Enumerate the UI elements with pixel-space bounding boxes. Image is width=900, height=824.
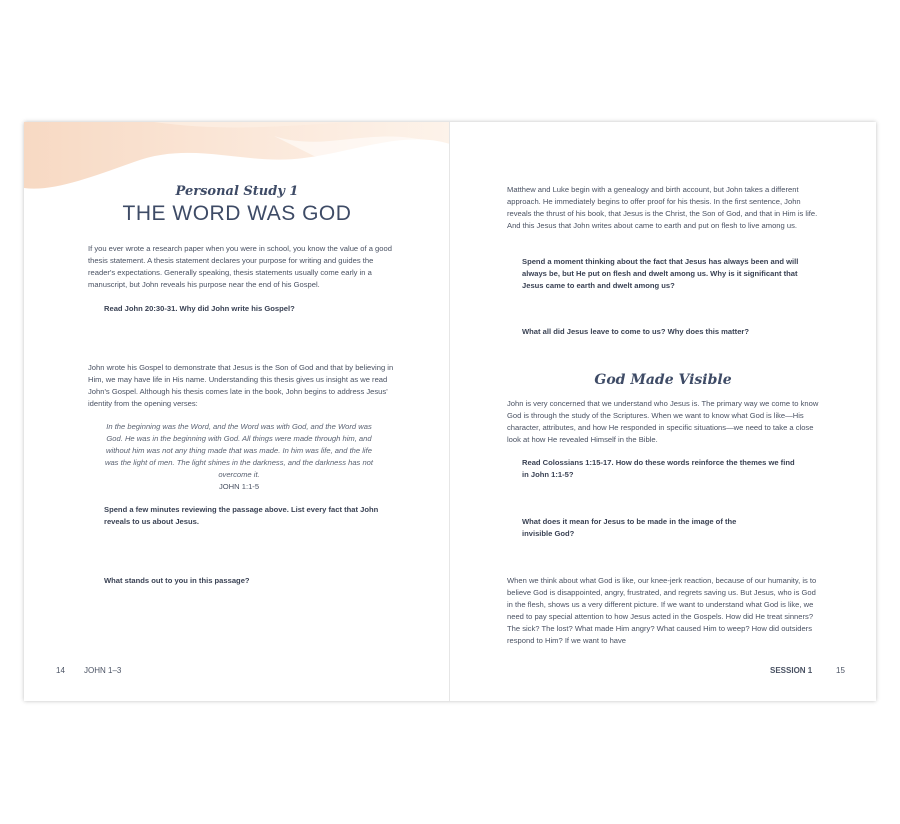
intro-paragraph: Matthew and Luke begin with a genealogy and birth account, but John takes a different approach. He immediately begins to offer proof for his thesis. In the first sentence, John reveals the thrust of his book, that Jesus is the Christ, the Son of God, and that in Him is life. And this Jesus that John writes about came to earth and put on flesh to live among us.	[507, 185, 818, 230]
study-subtitle: Personal Study 1	[175, 184, 299, 199]
running-footer: SESSION 1	[770, 666, 813, 675]
question-leave-to-come: What all did Jesus leave to come to us? Why does this matter?	[522, 327, 750, 336]
closing-paragraph: When we think about what God is like, our knee-jerk reaction, because of our humanity, is to believe God is disappointed, angry, frustrated, and regrets saving us. But Jesus, who is God in the flesh, shows us a very different picture. If we want to understand what God is like, we need to pay special attention to how Jesus acted in the Gospels. How did He treat sinners? The sick? The lost? What made Him angry? What caused Him to weep? How did outsiders respond to Him? If we want to have	[507, 576, 817, 645]
question-dwelt-among-us: Spend a moment thinking about the fact that Jesus has always been and will always be, but He put on flesh and dwelt among us. Why is it significant that Jesus came to earth and dwelt among us?	[522, 257, 799, 290]
body-paragraph: John wrote his Gospel to demonstrate that Jesus is the Son of God and that by believing in Him, we may have life in His name. Understanding this thesis gives us insight as we read John's Gospel. Although his thesis comes late in the book, John begins to address Jesus' identity from the opening verses:	[88, 363, 394, 408]
question-stands-out: What stands out to you in this passage?	[104, 576, 250, 585]
intro-paragraph: If you ever wrote a research paper when you were in school, you know the value of a good thesis statement. A thesis statement declares your purpose for writing and guides the reader's expectations. Generally speaking, thesis statements usually come early in a manuscript, but John reveals his purpose near the end of his Gospel.	[88, 244, 392, 289]
section-title: God Made Visible	[594, 372, 732, 388]
page-title: THE WORD WAS GOD	[122, 202, 352, 225]
question-image-of-god: What does it mean for Jesus to be made in the image of the invisible God?	[522, 517, 737, 538]
body-paragraph: John is very concerned that we understand who Jesus is. The primary way we come to know God is through the study of the Scriptures. When we want to know what God is like—His character, attributes, and how He responded in specific situations—we need to take a close look at how He revealed Himself in the Bible.	[507, 399, 819, 444]
question-colossians: Read Colossians 1:15-17. How do these words reinforce the themes we find in John 1:1-5?	[522, 458, 795, 479]
book-spread	[24, 122, 876, 701]
page-number: 15	[836, 666, 845, 675]
quote-text: In the beginning was the Word, and the Word was with God, and the Word was God. He was in the beginning with God. All things were made through him, and without him was not any thing made that was made. In him was life, and the life was the light of men. The light shines in the darkness, and the darkness has not overcome it.	[104, 422, 374, 479]
right-page	[450, 122, 876, 701]
scripture-quote	[104, 421, 374, 493]
question-list-facts: Spend a few minutes reviewing the passage above. List every fact that John reveals to us about Jesus.	[104, 505, 379, 526]
left-page	[24, 122, 450, 701]
question-read-john-20: Read John 20:30-31. Why did John write his Gospel?	[104, 304, 295, 313]
running-footer: JOHN 1–3	[84, 666, 122, 675]
quote-reference: JOHN 1:1-5	[218, 482, 260, 491]
page-number: 14	[56, 666, 65, 675]
